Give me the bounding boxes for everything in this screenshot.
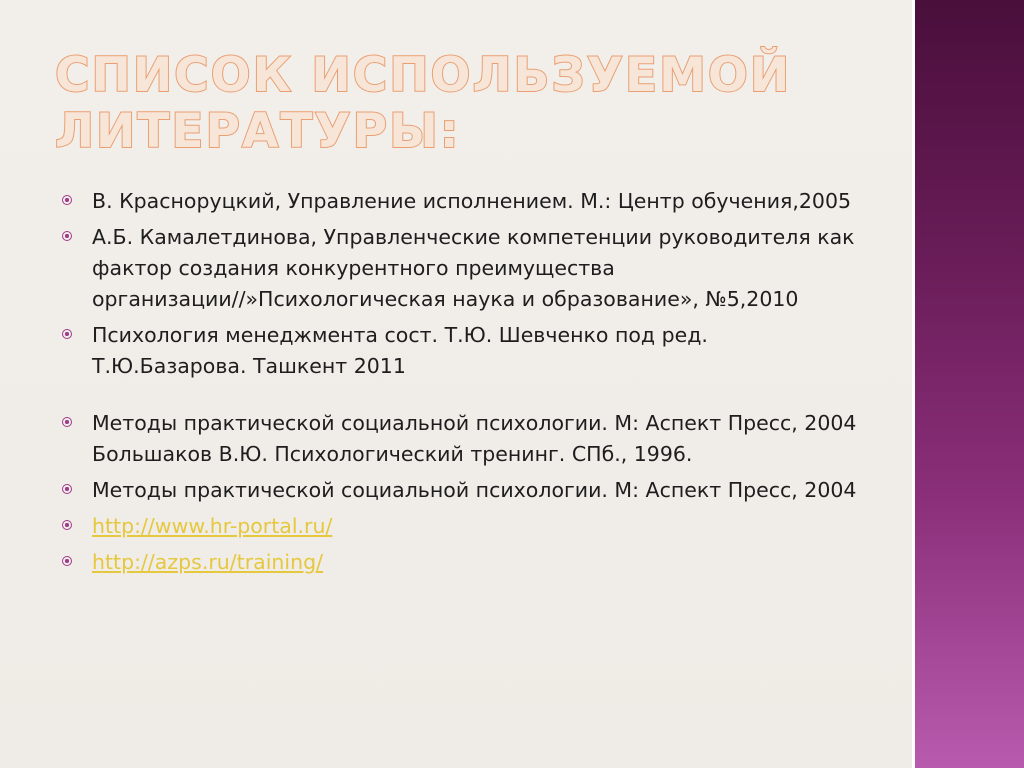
bullet-icon — [62, 195, 72, 205]
bullet-icon — [62, 556, 72, 566]
list-item-text: Психология менеджмента сост. Т.Ю. Шевченко под ред. Т.Ю.Базарова. Ташкент 2011 — [92, 323, 708, 378]
slide-title: СПИСОК ИСПОЛЬЗУЕМОЙ ЛИТЕРАТУРЫ: — [55, 48, 792, 159]
decorative-sidebar — [912, 0, 1024, 768]
list-item-text: Методы практической социальной психологии. М: Аспект Пресс, 2004 — [92, 411, 857, 435]
hr-portal-link[interactable]: http://www.hr-portal.ru/ — [92, 514, 333, 538]
bullet-icon — [62, 484, 72, 494]
list-item — [62, 222, 862, 315]
bullet-icon — [62, 329, 72, 339]
bullet-icon — [62, 231, 72, 241]
list-item — [62, 408, 862, 470]
sidebar-divider — [912, 0, 915, 768]
list-item — [62, 475, 862, 506]
list-item-subtext: Большаков В.Ю. Психологический тренинг. СПб., 1996. — [92, 442, 693, 466]
list-item-text: В. Красноруцкий, Управление исполнением. М.: Центр обучения,2005 — [92, 189, 852, 213]
bullet-icon — [62, 417, 72, 427]
bullet-icon — [62, 520, 72, 530]
bibliography-list — [62, 186, 862, 583]
azps-link[interactable]: http://azps.ru/training/ — [92, 550, 323, 574]
list-item — [62, 511, 862, 542]
list-item — [62, 186, 862, 217]
list-item — [62, 320, 862, 382]
list-item-text: Методы практической социальной психологии. М: Аспект Пресс, 2004 — [92, 478, 857, 502]
list-item — [62, 547, 862, 578]
list-item-text: А.Б. Камалетдинова, Управленческие компетенции руководителя как фактор создания конкурентного преимущества организации//»Психологическая наука и образование», №5,2010 — [92, 225, 855, 311]
